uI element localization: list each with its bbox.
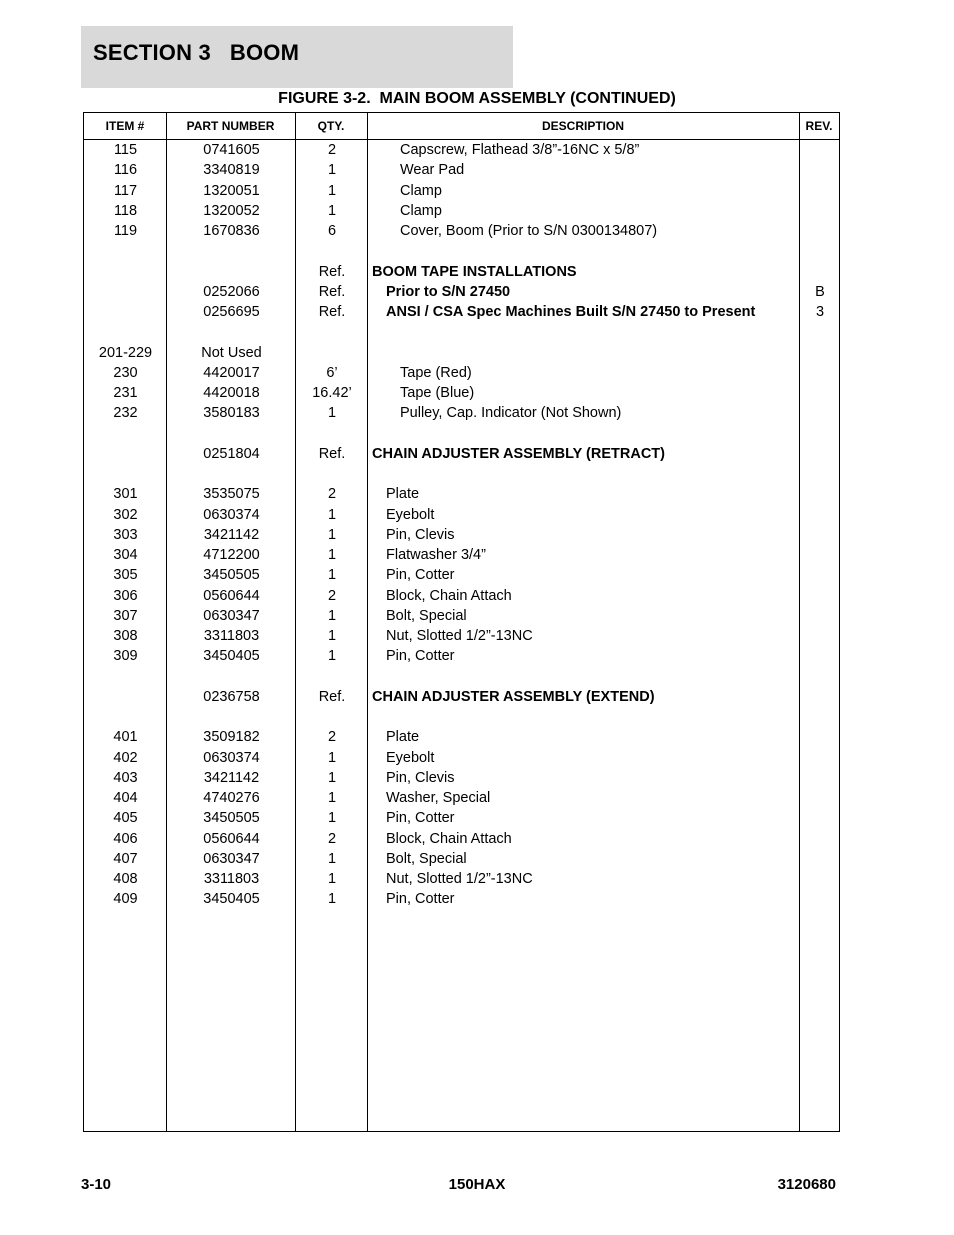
- cell-quantity: 1: [327, 405, 337, 422]
- cell-part-number: 4740276: [203, 790, 260, 806]
- cell-description: Pin, Cotter: [386, 648, 455, 665]
- cell-description: Nut, Slotted 1/2”-13NC: [386, 628, 533, 644]
- table-row: [84, 606, 839, 626]
- cell-revision: B: [815, 283, 825, 300]
- header-item: ITEM #: [105, 119, 145, 133]
- cell-description: Eyebolt: [386, 506, 435, 523]
- cell-part-number: 0630347: [203, 850, 260, 867]
- cell-item-number: 408: [113, 871, 138, 887]
- cell-description: Cover, Boom (Prior to S/N 0300134807): [400, 223, 658, 239]
- table-row: [84, 160, 839, 180]
- cell-part-number: 3450505: [203, 567, 260, 584]
- cell-description: Block, Chain Attach: [386, 830, 512, 847]
- cell-item-number: 201-229: [98, 344, 153, 361]
- cell-description: Clamp: [400, 182, 442, 199]
- table-row: [84, 403, 839, 423]
- cell-description: Flatwasher 3/4”: [386, 547, 486, 563]
- cell-description: Plate: [386, 729, 420, 746]
- table-row: [84, 181, 839, 201]
- footer-doc-number: 3120680: [777, 1176, 836, 1193]
- cell-quantity: 2: [327, 142, 337, 158]
- cell-item-number: 117: [113, 182, 138, 199]
- table-row: [84, 282, 839, 302]
- cell-description: Pin, Cotter: [386, 567, 455, 584]
- cell-quantity: Ref.: [318, 283, 346, 300]
- cell-quantity: 6’: [326, 364, 338, 381]
- cell-item-number: 308: [113, 628, 138, 644]
- table-row: [84, 140, 839, 160]
- table-row: [84, 687, 839, 707]
- cell-quantity: 6: [327, 223, 337, 239]
- cell-quantity: 1: [327, 871, 337, 887]
- cell-item-number: 301: [113, 486, 138, 503]
- footer-model: 150HAX: [448, 1176, 506, 1193]
- cell-description: Eyebolt: [386, 749, 435, 766]
- cell-quantity: Ref.: [318, 688, 346, 705]
- cell-quantity: 1: [327, 769, 337, 786]
- cell-quantity: 2: [327, 486, 337, 503]
- cell-item-number: 115: [113, 142, 138, 158]
- cell-quantity: 2: [327, 587, 337, 604]
- cell-quantity: 2: [327, 830, 337, 847]
- table-row: [84, 808, 839, 828]
- cell-quantity: Ref.: [318, 263, 346, 280]
- cell-quantity: 1: [327, 891, 337, 908]
- cell-description: Block, Chain Attach: [386, 587, 512, 604]
- table-row: [84, 829, 839, 849]
- cell-quantity: 1: [327, 850, 337, 867]
- cell-part-number: 3450405: [203, 648, 260, 665]
- cell-quantity: 1: [327, 810, 337, 827]
- cell-part-number: 0741605: [203, 142, 260, 158]
- cell-item-number: 118: [113, 202, 138, 219]
- cell-part-number: 4712200: [203, 547, 260, 563]
- cell-item-number: 407: [113, 850, 138, 867]
- table-row: [84, 849, 839, 869]
- cell-part-number: 3421142: [203, 526, 260, 543]
- section-title: SECTION 3 BOOM: [93, 40, 300, 65]
- cell-part-number: 0560644: [203, 587, 260, 604]
- cell-item-number: 306: [113, 587, 138, 604]
- cell-quantity: 1: [327, 506, 337, 523]
- cell-description: Plate: [386, 486, 420, 503]
- cell-description: Nut, Slotted 1/2”-13NC: [386, 871, 533, 887]
- cell-description: Pin, Clevis: [386, 769, 455, 786]
- cell-part-number: Not Used: [201, 344, 262, 361]
- cell-part-number: 4420017: [203, 364, 260, 381]
- table-row: [84, 262, 839, 282]
- table-row: [84, 505, 839, 525]
- cell-item-number: 405: [113, 810, 138, 827]
- cell-part-number: 0560644: [203, 830, 260, 847]
- cell-description: Prior to S/N 27450: [386, 283, 511, 300]
- cell-description: Pin, Cotter: [386, 891, 455, 908]
- cell-item-number: 232: [113, 405, 138, 422]
- cell-quantity: 1: [327, 607, 337, 624]
- cell-part-number: 0630347: [203, 607, 260, 624]
- footer-page-number: 3-10: [81, 1176, 112, 1193]
- cell-description: BOOM TAPE INSTALLATIONS: [372, 263, 577, 280]
- cell-item-number: 231: [113, 385, 138, 401]
- cell-description: Pin, Cotter: [386, 810, 455, 827]
- cell-item-number: 406: [113, 830, 138, 847]
- cell-item-number: 302: [113, 506, 138, 523]
- cell-part-number: 0630374: [203, 749, 260, 766]
- cell-item-number: 305: [113, 567, 138, 584]
- cell-quantity: 1: [327, 749, 337, 766]
- cell-revision: 3: [815, 304, 825, 320]
- cell-quantity: Ref.: [318, 304, 346, 320]
- cell-quantity: 16.42’: [312, 385, 352, 401]
- cell-part-number: 1320051: [203, 182, 260, 199]
- table-row: [84, 626, 839, 646]
- cell-quantity: 1: [327, 202, 337, 219]
- cell-quantity: 1: [327, 162, 337, 179]
- cell-description: Pulley, Cap. Indicator (Not Shown): [400, 405, 622, 422]
- table-row: [84, 444, 839, 464]
- cell-item-number: 230: [113, 364, 138, 381]
- table-row: [84, 768, 839, 788]
- table-row: [84, 302, 839, 322]
- cell-quantity: 1: [327, 567, 337, 584]
- cell-quantity: Ref.: [318, 445, 346, 462]
- header-description: DESCRIPTION: [541, 119, 624, 133]
- cell-quantity: 1: [327, 628, 337, 644]
- cell-description: Capscrew, Flathead 3/8”-16NC x 5/8”: [400, 142, 640, 158]
- cell-item-number: 404: [113, 790, 138, 806]
- cell-description: Wear Pad: [400, 162, 465, 179]
- cell-quantity: 1: [327, 547, 337, 563]
- table-row: [84, 565, 839, 585]
- table-row: [84, 869, 839, 889]
- cell-part-number: 0252066: [203, 283, 260, 300]
- table-row: [84, 586, 839, 606]
- cell-quantity: 1: [327, 526, 337, 543]
- cell-description: Tape (Red): [400, 364, 472, 381]
- figure-title: FIGURE 3-2. MAIN BOOM ASSEMBLY (CONTINUED): [278, 90, 676, 107]
- cell-item-number: 119: [113, 223, 138, 239]
- cell-item-number: 304: [113, 547, 138, 563]
- table-row: [84, 727, 839, 747]
- table-row: [84, 525, 839, 545]
- table-row: [84, 201, 839, 221]
- table-row: [84, 484, 839, 504]
- cell-part-number: 3535075: [203, 486, 260, 503]
- table-row: [84, 788, 839, 808]
- cell-part-number: 3340819: [203, 162, 260, 179]
- cell-part-number: 3450405: [203, 891, 260, 908]
- cell-quantity: 1: [327, 790, 337, 806]
- table-row: [84, 646, 839, 666]
- cell-item-number: 307: [113, 607, 138, 624]
- cell-part-number: 0251804: [203, 445, 260, 462]
- cell-description: CHAIN ADJUSTER ASSEMBLY (RETRACT): [372, 445, 665, 462]
- cell-description: CHAIN ADJUSTER ASSEMBLY (EXTEND): [372, 688, 655, 705]
- cell-part-number: 0256695: [203, 304, 260, 320]
- cell-part-number: 3580183: [203, 405, 260, 422]
- cell-part-number: 1320052: [203, 202, 260, 219]
- cell-item-number: 309: [113, 648, 138, 665]
- cell-part-number: 0236758: [203, 688, 260, 705]
- cell-item-number: 402: [113, 749, 138, 766]
- table-row: [84, 363, 839, 383]
- cell-part-number: 3421142: [203, 769, 260, 786]
- header-part-number: PART NUMBER: [186, 119, 275, 133]
- cell-quantity: 1: [327, 182, 337, 199]
- cell-item-number: 403: [113, 769, 138, 786]
- table-row: [84, 545, 839, 565]
- cell-part-number: 4420018: [203, 385, 260, 401]
- cell-item-number: 116: [113, 162, 138, 179]
- cell-description: Pin, Clevis: [386, 526, 455, 543]
- parts-table: [83, 112, 840, 1132]
- cell-part-number: 3311803: [203, 871, 260, 887]
- cell-item-number: 303: [113, 526, 138, 543]
- cell-description: Bolt, Special: [386, 850, 467, 867]
- cell-item-number: 409: [113, 891, 138, 908]
- cell-part-number: 3450505: [203, 810, 260, 827]
- cell-description: Bolt, Special: [386, 607, 467, 624]
- header-rev: REV.: [805, 119, 833, 133]
- header-qty: QTY.: [317, 119, 345, 133]
- table-row: [84, 343, 839, 363]
- cell-part-number: 3311803: [203, 628, 260, 644]
- cell-item-number: 401: [113, 729, 138, 746]
- cell-quantity: 2: [327, 729, 337, 746]
- table-row: [84, 889, 839, 909]
- cell-part-number: 3509182: [203, 729, 260, 746]
- cell-description: Clamp: [400, 202, 442, 219]
- cell-part-number: 0630374: [203, 506, 260, 523]
- cell-quantity: 1: [327, 648, 337, 665]
- table-row: [84, 748, 839, 768]
- cell-description: Washer, Special: [386, 790, 491, 806]
- cell-description: Tape (Blue): [400, 385, 475, 401]
- table-row: [84, 383, 839, 403]
- cell-part-number: 1670836: [203, 223, 260, 239]
- cell-description: ANSI / CSA Spec Machines Built S/N 27450 to Present: [386, 304, 756, 320]
- table-row: [84, 221, 839, 241]
